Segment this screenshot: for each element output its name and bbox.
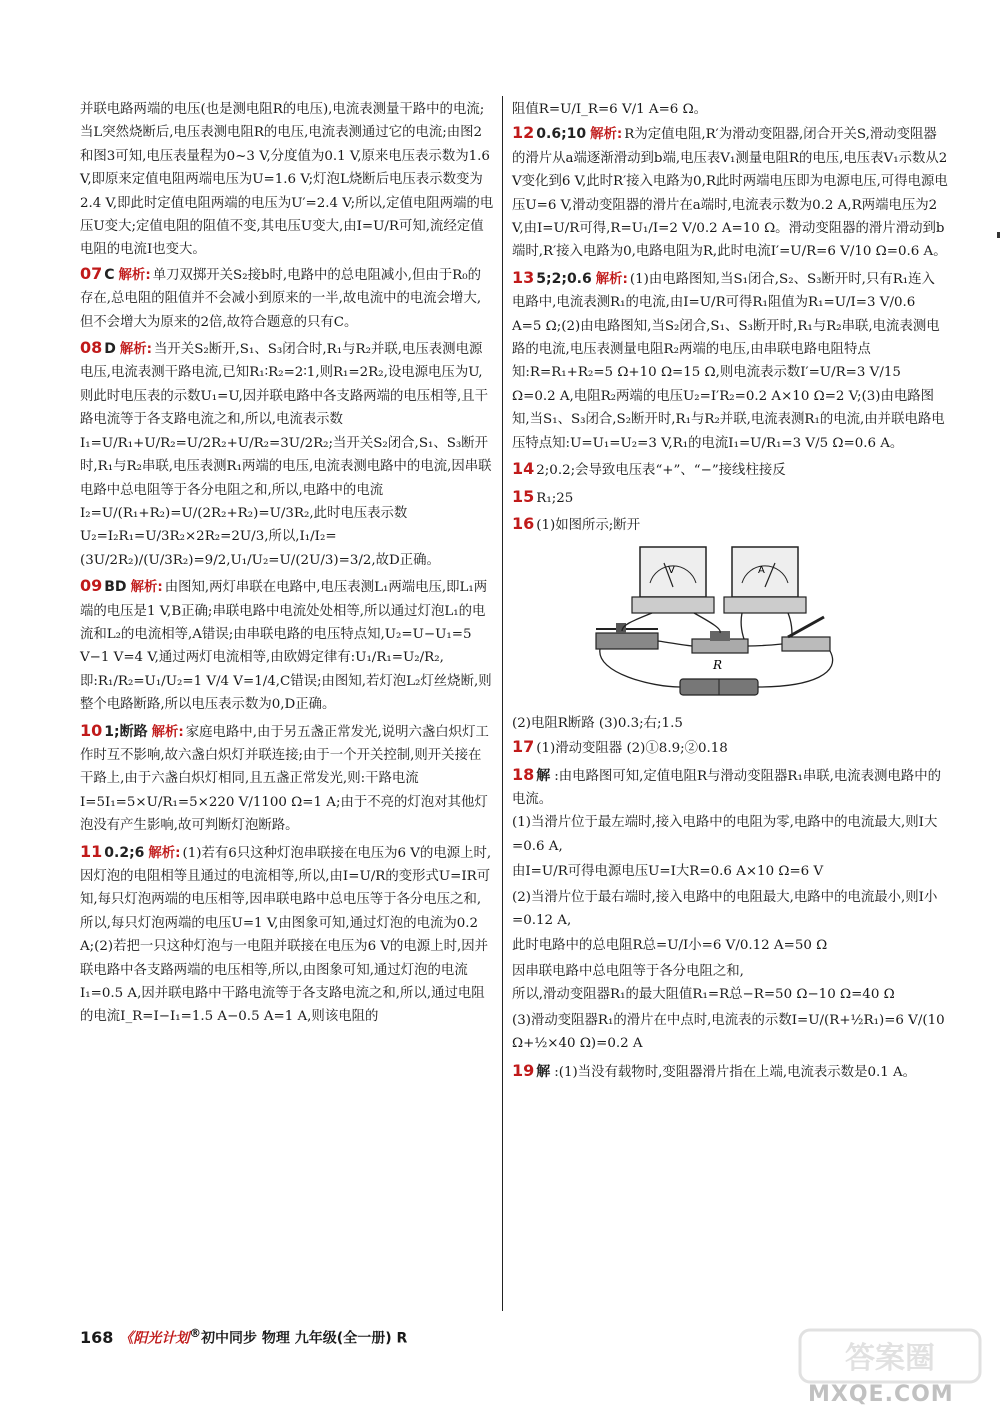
- answer-item-10: [80, 719, 494, 838]
- answer-item-19: [512, 1059, 948, 1084]
- battery-icon: [680, 679, 758, 695]
- circuit-figure: [592, 543, 862, 699]
- registered-mark: ®: [189, 1326, 202, 1340]
- item-answer: C: [104, 266, 115, 283]
- voltmeter-icon: [632, 547, 714, 613]
- item-answer: 5;2;0.6: [536, 270, 592, 287]
- analysis-label: 解析:: [119, 342, 153, 358]
- right-column: [512, 98, 948, 1087]
- brand-name: 阳光计划: [133, 1330, 190, 1347]
- analysis-label: 解析:: [590, 127, 623, 143]
- item-number: 19: [512, 1061, 535, 1081]
- answer-item-13: [512, 266, 948, 455]
- item-answer: D: [104, 341, 116, 358]
- answer-item-08: [80, 336, 494, 572]
- watermark-url: MXQE.COM: [808, 1382, 954, 1407]
- item-answer: 解: [536, 1064, 551, 1081]
- item-number: 18: [512, 764, 535, 784]
- left-column: [80, 98, 494, 1031]
- resistor-label: R: [713, 658, 723, 673]
- item-text: 家庭电路中,由于另五盏正常发光,说明六盏白炽灯工作时互不影响,故六盏白炽灯并联连接;由于一个开关控制,则开关接在干路上,由于六盏白炽灯相同,且五盏正常发光,则:干路电流I=5I₁=5×U/R₁=5×220 V/1100 Ω=1 A;由于不亮的灯泡对其他灯泡没有产生影响,故可判断灯泡断路。: [80, 724, 489, 834]
- item-18-line: (3)滑动变阻器R₁的滑片在中点时,电流表的示数I=U/(R+½R₁)=6 V/(10 Ω+½×40 Ω)=0.2 A: [512, 1012, 945, 1051]
- switch-icon: [782, 617, 830, 651]
- item-text: 当开关S₂断开,S₁、S₃闭合时,R₁与R₂并联,电压表测电源电压,电流表测干路电流,已知R₁∶R₂=2∶1,则R₁=2R₂,设电源电压为U,则此时电压表的示数U₁=U,因并联电路中各支路两端的电压相等,且干路电流等于各支路电流之和,所以,电流表示数I₁=U/R₁+U/R₂=U/2R₂+U/R₂=3U/2R₂;当开关S₂闭合,S₁、S₃断开时,R₁与R₂串联,电压表测R₁两端的电压,电流表测电路中的电流,因串联电路中总电阻等于各分电阻之和,所以,电路中的电流I₂=U/(R₁+R₂)=U/(2R₂+R₂)=U/3R₂,此时电压表示数U₂=I₂R₁=U/3R₂×2R₂=2U/3,所以,I₁/I₂=(3U/2R₂)/(U/3R₂)=9/2,U₁/U₂=U/(2U/3)=3/2,故D正确。: [80, 342, 492, 568]
- answer-item-15: [512, 485, 948, 510]
- answer-item-07: [80, 262, 494, 334]
- item-number: 14: [512, 459, 535, 479]
- item-answer: 0.6;10: [536, 126, 587, 143]
- watermark-logo-text: 答案圈: [845, 1341, 935, 1376]
- item-number: 11: [80, 841, 103, 861]
- item-text: (1)若有6只这种灯泡串联接在电压为6 V的电源上时,因灯泡的电阻相等且通过的电流相等,所以,由I=U/R的变形式U=IR可知,每只灯泡两端的电压相等,因串联电路中总电压等于各分电压之和,所以,每只灯泡两端的电压U=1 V,由图象可知,通过灯泡的电流为0.2 A;(2)若把一只这种灯泡与一电阻并联接在电压为6 V的电源上时,因并联电路中各支路两端的电压相等,所以,由图象可知,通过灯泡的电流I₁=0.5 A,因并联电路中干路电流等于各支路电流之和,所以,通过电阻的电流I_R=I−I₁=1.5 A−0.5 A=1 A,则该电阻的: [80, 845, 492, 1025]
- item-text: R为定值电阻,R′为滑动变阻器,闭合开关S,滑动变阻器的滑片从a端逐渐滑动到b端,电压表V₁测量电阻R的电压,电压表V₁示数从2 V变化到6 V,此时R′接入电路为0,R此时两端电压即为电源电压,可得电源电压U=6 V,滑动变阻器的滑片在a端时,电流表示数为0.2 A,R两端电压为2 V,由I=U/R可得,R=U₁/I=2 V/0.2 A=10 Ω。滑动变阻器的滑片滑动到b端时,R′接入电路为0,电路电阻为R,此时电流I′=U/R=6 V/10 Ω=0.6 A。: [512, 127, 948, 260]
- item-text: 单刀双掷开关S₂接b时,电路中的总电阻减小,但由于R₀的存在,总电阻的阻值并不会减小到原来的一半,故电流中的电流会增大,但不会增大为原来的2倍,故符合题意的只有C。: [80, 267, 482, 330]
- item-text: (1)如图所示;断开: [536, 517, 641, 533]
- item-number: 13: [512, 267, 535, 287]
- item-number: 12: [512, 123, 535, 143]
- continued-text: 阻值R=U/I_R=6 V/1 A=6 Ω。: [512, 102, 708, 117]
- item-16-part2: (2)电阻R断路 (3)0.3;右;1.5: [512, 715, 683, 731]
- item-text: (1)滑动变阻器 (2)①8.9;②0.18: [536, 741, 728, 757]
- item-number: 16: [512, 513, 535, 533]
- item-number: 17: [512, 737, 535, 757]
- answer-item-09: [80, 574, 494, 716]
- book-title: 初中同步 物理 九年级(全一册) R: [201, 1330, 408, 1347]
- answer-item-18: [512, 763, 948, 1058]
- answer-item-12: [512, 121, 948, 263]
- item-text: R₁;25: [536, 490, 574, 506]
- item-answer: BD: [104, 579, 127, 596]
- item-number: 15: [512, 486, 535, 506]
- item-18-line: 因串联电路中总电阻等于各分电阻之和,: [512, 963, 744, 979]
- analysis-label: 解析:: [130, 580, 163, 596]
- analysis-label: 解析:: [148, 845, 181, 861]
- resistor-icon: [692, 631, 748, 672]
- item-18-line: (2)当滑片位于最右端时,接入电路中的电阻最大,电路中的电流最小,则I小=0.12 A,: [512, 889, 938, 928]
- item-number: 07: [80, 263, 103, 283]
- page-footer: [80, 1326, 407, 1348]
- analysis-label: 解析:: [118, 267, 151, 283]
- analysis-label: 解析:: [151, 724, 184, 740]
- item-answer: 解: [536, 767, 551, 784]
- item-18-line: 由I=U/R可得电源电压U=I大R=0.6 A×10 Ω=6 V: [512, 864, 824, 880]
- answer-item-14: [512, 457, 948, 482]
- ammeter-label: A: [758, 565, 765, 577]
- item-number: 08: [80, 338, 103, 358]
- page-number: 168: [80, 1327, 114, 1347]
- item-text: 由电路图可知,定值电阻R与滑动变阻器R₁串联,电流表测电路中的电流。: [512, 768, 941, 807]
- item-18-line: (1)当滑片位于最左端时,接入电路中的电阻为零,电路中的电流最大,则I大=0.6 A,: [512, 815, 938, 854]
- ammeter-icon: [724, 547, 806, 613]
- rheostat-icon: [596, 623, 658, 649]
- analysis-label: 解析:: [595, 271, 628, 287]
- item-text: 2;0.2;会导致电压表“+”、“−”接线柱接反: [536, 463, 786, 479]
- item-text: (1)由电路图知,当S₁闭合,S₂、S₃断开时,只有R₁连入电路中,电流表测R₁的电流,由I=U/R可得R₁阻值为R₁=U/I=3 V/0.6 A=5 Ω;(2)由电路图知,当S₂闭合,S₁、S₃断开时,R₁与R₂串联,电流表测电路的电流,电压表测量电阻R₂两端的电压,由串联电路电阻特点知:R=R₁+R₂=5 Ω+10 Ω=15 Ω,则电流表示数I′=U/R=3 V/15 Ω=0.2 A,电阻R₂两端的电压U₂=I′R₂=0.2 A×10 Ω=2 V;(3)由电路图知,当S₁、S₃闭合,S₂断开时,R₁与R₂并联,电流表测R₁的电流,由并联电路电压特点知:U=U₁=U₂=3 V,R₁的电流I₁=U/R₁=3 V/5 Ω=0.6 A。: [512, 271, 945, 451]
- item-number: 09: [80, 576, 103, 596]
- voltmeter-label: V: [668, 565, 675, 577]
- item-18-line: 此时电路中的总电阻R总=U/I小=6 V/0.12 A=50 Ω: [512, 938, 828, 954]
- item-number: 10: [80, 720, 103, 740]
- item-answer: 1;断路: [104, 723, 148, 740]
- item-text: :(1)当没有载物时,变阻器滑片指在上端,电流表示数是0.1 A。: [554, 1065, 917, 1081]
- item-18-line: 所以,滑动变阻器R₁的最大阻值R₁=R总−R=50 Ω−10 Ω=40 Ω: [512, 987, 895, 1003]
- brand-arrows: 《: [119, 1330, 134, 1347]
- answer-item-11: [80, 840, 494, 1029]
- item-text: 由图知,两灯串联在电路中,电压表测L₁两端电压,即L₁两端的电压是1 V,B正确;串联电路中电流处处相等,所以通过灯泡L₁的电流和L₂的电流相等,A错误;由串联电路的电压特点知,U₂=U−U₁=5 V−1 V=4 V,通过两灯电流相等,由欧姆定律有:U₁/R₁=U₂/R₂,即:R₁/R₂=U₁/U₂=1 V/4 V=1/4,C错误;由图知,若灯泡L₂灯丝烧断,则整个电路断路,所以电压表示数为0,D正确。: [80, 580, 492, 713]
- answer-item-17: [512, 735, 948, 760]
- item-answer: 0.2;6: [104, 844, 145, 861]
- colon: :: [554, 768, 559, 784]
- answer-item-16: [512, 512, 948, 537]
- column-divider: [502, 96, 503, 1311]
- intro-paragraph: 并联电路两端的电压(也是测电阻R的电压),电流表测量干路中的电流;当L突然烧断后,电压表测电阻R的电压,电流表测通过它的电流;由图2和图3可知,电压表量程为0~3 V,分度值为0.1 V,原来电压表示数为1.6 V,即原来定值电阻两端电压为U=1.6 V;灯泡L烧断后电压表示数变为2.4 V,即此时定值电阻两端的电压为U′=2.4 V;所以,定值电阻两端的电压U变大;定值电阻的阻值不变,其电压U变大,由I=U/R可知,流经定值电阻的电流I也变大。: [80, 102, 494, 258]
